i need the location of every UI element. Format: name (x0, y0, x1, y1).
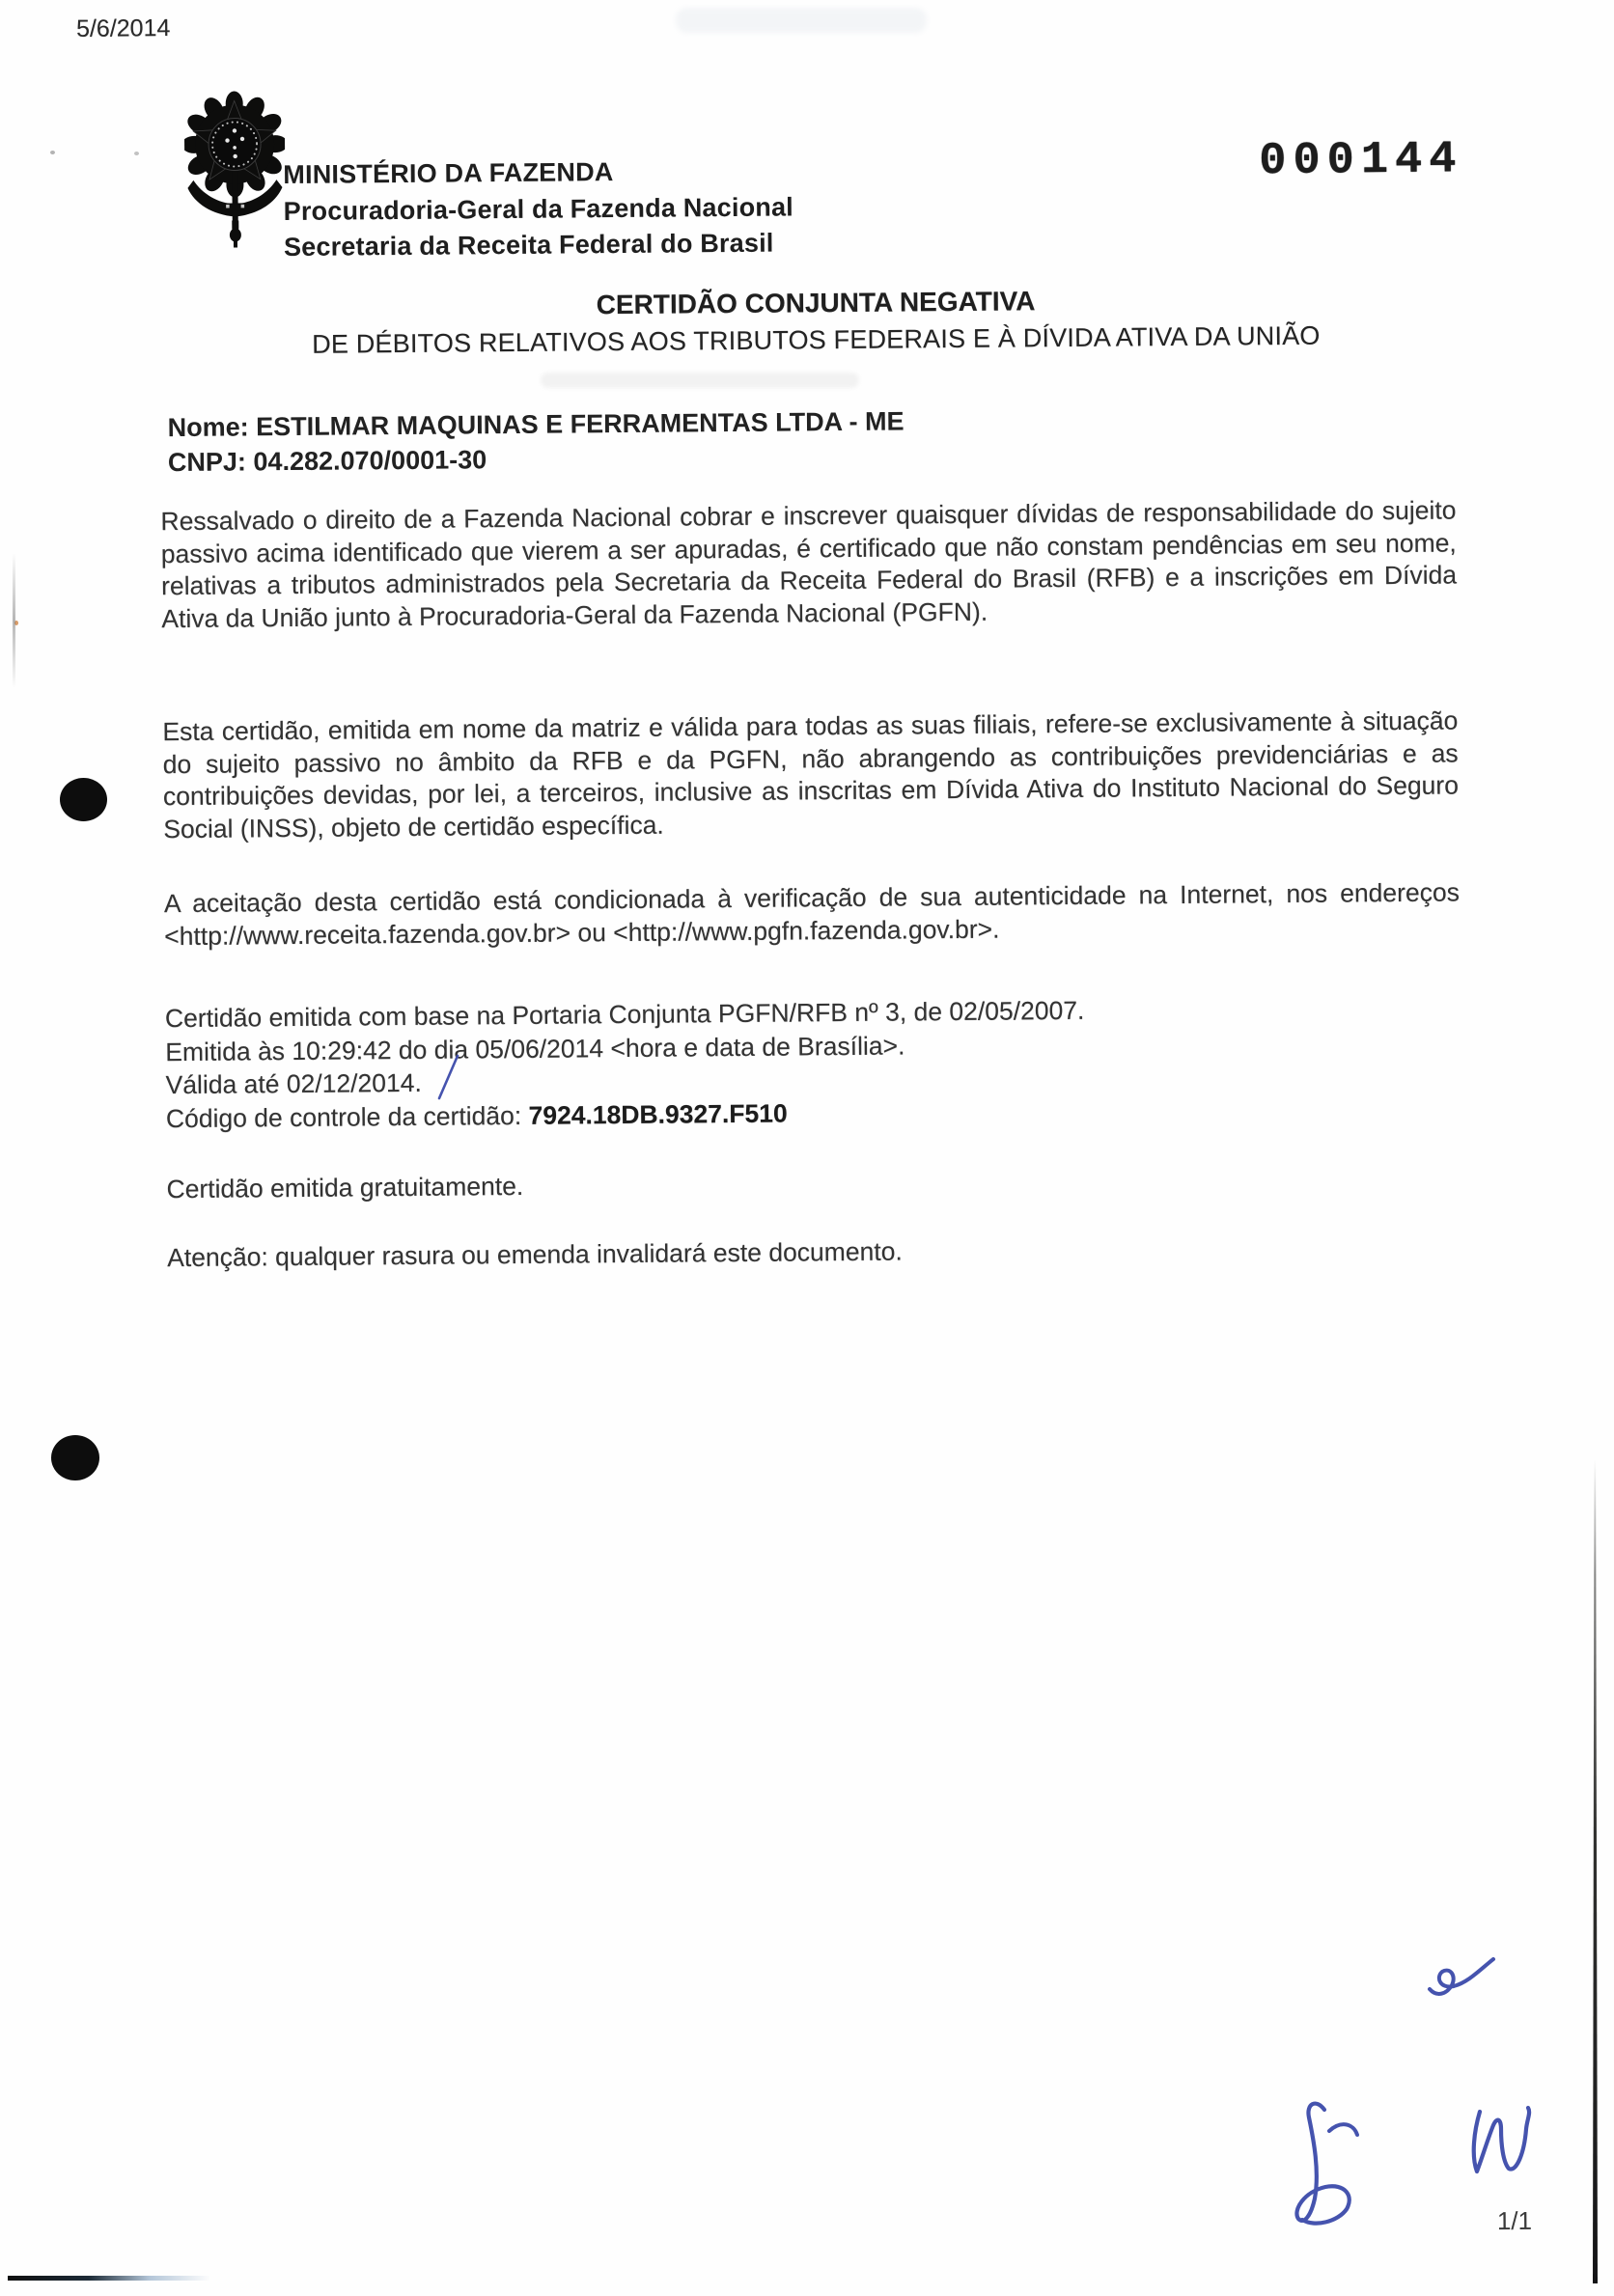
stamp-number: 000144 (1259, 134, 1463, 188)
coat-of-arms-icon (184, 83, 286, 250)
ministry-header (283, 152, 793, 265)
scan-smudge-artifact (676, 8, 927, 33)
scan-header-date: 5/6/2014 (75, 14, 171, 42)
emission-basis-line: Certidão emitida com base na Portaria Conjunta PGFN/RFB nº 3, de 02/05/2007. (164, 995, 1085, 1034)
ministry-line-1: MINISTÉRIO DA FAZENDA (283, 157, 614, 190)
free-issuance-notice: Certidão emitida gratuitamente. (166, 1171, 524, 1204)
subject-name-line (167, 403, 904, 445)
emission-details (165, 994, 1086, 1136)
name-label: Nome: (167, 412, 249, 443)
scan-smudge-artifact (541, 373, 859, 388)
cnpj-label: CNPJ: (167, 447, 247, 478)
paragraph-scope-clause: Esta certidão, emitida em nome da matriz e válida para todas as suas filiais, refere-se exclusivamente à situação do sujeito passivo no âmbito da RFB e da PGFN, não abrangendo as contribuições previdenciárias e as contribuições devidas, por lei, a terceiros, inclusive as inscritas em Dívida Ativa do Instituto Nacional do Seguro Social (INSS), objeto de certidão específica. (162, 705, 1460, 844)
certificate-title-line2: DE DÉBITOS RELATIVOS AOS TRIBUTOS FEDERAIS E À DÍVIDA ATIVA DA UNIÃO (312, 320, 1321, 359)
emission-datetime-line: Emitida às 10:29:42 do dia 05/06/2014 <hora e data de Brasília>. (165, 1031, 905, 1066)
name-value: ESTILMAR MAQUINAS E FERRAMENTAS LTDA - ME (256, 406, 904, 442)
scan-speck (50, 151, 55, 154)
paragraph-authenticity-clause: A aceitação desta certidão está condicionada à verificação de sua autenticidade na Internet, nos endereços <http://www.receita.fazenda.gov.br> ou <http://www.pgfn.fazenda.gov.br>. (163, 877, 1461, 951)
subject-identification (167, 403, 904, 480)
ministry-line-2: Procuradoria-Geral da Fazenda Nacional (283, 191, 794, 226)
paragraph-reservation-clause: Ressalvado o direito de a Fazenda Nacional cobrar e inscrever quaisquer dívidas de responsabilidade do sujeito passivo acima identificado que vierem a ser apuradas, é certificado que não constam pendências em seu nome, relativas a tributos administrados pela Secretaria da Receita Federal do Brasil (RFB) e a inscrições em Dívida Ativa da União junto à Procuradoria-Geral da Fazenda Nacional (PGFN). (160, 495, 1458, 633)
emission-control-line (166, 1094, 1086, 1136)
control-code-value: 7924.18DB.9327.F510 (528, 1098, 788, 1130)
ministry-line-3: Secretaria da Receita Federal do Brasil (283, 228, 774, 263)
certificate-title-line1: CERTIDÃO CONJUNTA NEGATIVA (596, 286, 1036, 320)
certificate-title (7, 281, 1614, 363)
scan-streak-artifact (13, 553, 15, 688)
scan-edge-line-artifact (8, 2276, 210, 2281)
brazil-coat-of-arms-logo (184, 83, 287, 255)
emission-validity-line: Válida até 02/12/2014. (165, 1068, 422, 1100)
tampering-warning: Atenção: qualquer rasura ou emenda invalidará este documento. (167, 1236, 903, 1273)
ink-blot-artifact (60, 778, 107, 821)
subject-cnpj-line (168, 438, 904, 480)
scan-speck (134, 152, 139, 155)
control-code-label: Código de controle da certidão: (165, 1100, 529, 1133)
ink-blot-artifact (51, 1435, 99, 1480)
page-number-indicator: 1/1 (1496, 2205, 1533, 2236)
cnpj-value: 04.282.070/0001-30 (253, 445, 487, 477)
